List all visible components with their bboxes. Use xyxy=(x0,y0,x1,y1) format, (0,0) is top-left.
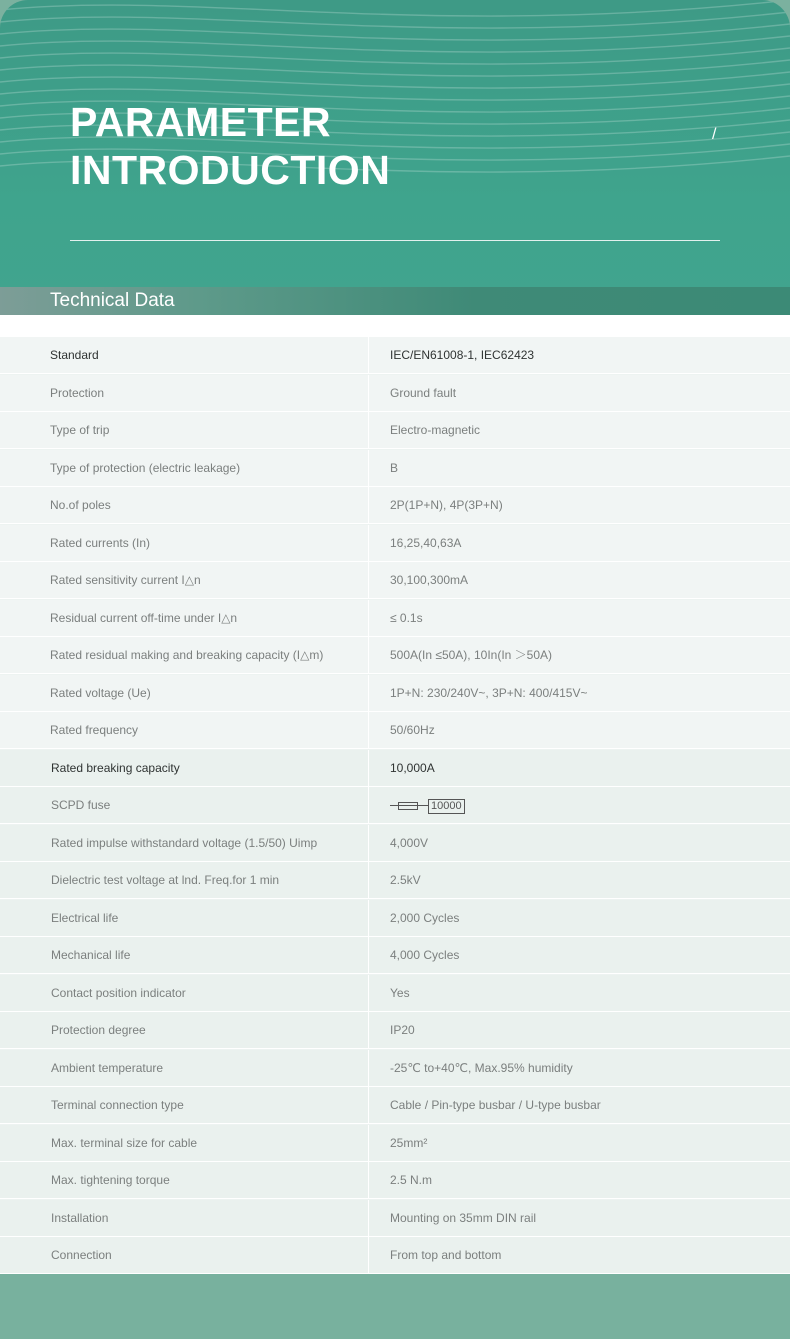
table-row xyxy=(0,787,790,824)
row-label: Type of protection (electric leakage) xyxy=(50,460,241,475)
row-label: Rated breaking capacity xyxy=(51,760,180,775)
column-divider xyxy=(368,1050,369,1087)
table-row xyxy=(0,1162,790,1199)
row-label: Contact position indicator xyxy=(51,985,186,1000)
table-row xyxy=(0,562,790,599)
row-value: Mounting on 35mm DIN rail xyxy=(390,1210,537,1225)
table-row xyxy=(0,862,790,899)
column-divider xyxy=(368,375,369,412)
fuse-body xyxy=(398,802,418,810)
row-value: 2,000 Cycles xyxy=(390,910,460,925)
column-divider xyxy=(368,975,369,1012)
row-value: 30,100,300mA xyxy=(390,573,469,587)
row-value: From top and bottom xyxy=(390,1248,502,1262)
table-row xyxy=(0,1050,790,1087)
column-divider xyxy=(368,825,369,862)
table-row xyxy=(0,487,790,524)
column-divider xyxy=(368,750,369,787)
row-value: Cable / Pin-type busbar / U-type busbar xyxy=(390,1098,601,1112)
row-value: 2P(1P+N), 4P(3P+N) xyxy=(390,498,503,512)
row-value: 50/60Hz xyxy=(390,723,435,737)
row-value: 10,000A xyxy=(390,760,435,775)
row-label: Type of trip xyxy=(50,423,110,437)
column-divider xyxy=(368,337,369,374)
column-divider xyxy=(368,525,369,562)
table-row xyxy=(0,900,790,937)
column-divider xyxy=(368,862,369,899)
table-row xyxy=(0,1125,790,1162)
table-row xyxy=(0,1237,790,1274)
column-divider xyxy=(368,562,369,599)
row-label: Residual current off-time under I△n xyxy=(50,610,238,625)
column-divider xyxy=(368,675,369,712)
row-value: 25mm² xyxy=(390,1135,428,1150)
table-row xyxy=(0,412,790,449)
row-label: Max. terminal size for cable xyxy=(51,1135,198,1150)
row-value: 4,000V xyxy=(390,835,429,850)
table-row xyxy=(0,825,790,862)
row-label: Terminal connection type xyxy=(51,1098,184,1112)
slash-mark: / xyxy=(712,126,717,143)
row-label: Protection xyxy=(50,385,105,400)
column-divider xyxy=(368,1087,369,1124)
column-divider xyxy=(368,787,369,824)
table-row xyxy=(0,975,790,1012)
table-row xyxy=(0,1087,790,1124)
fuse-rating: 10000 xyxy=(428,799,465,814)
row-value: 2.5kV xyxy=(390,873,421,887)
table-row xyxy=(0,375,790,412)
column-divider xyxy=(368,487,369,524)
title-divider xyxy=(70,240,720,241)
column-divider xyxy=(368,712,369,749)
table-row xyxy=(0,937,790,974)
row-label: Standard xyxy=(50,348,99,362)
row-value: -25℃ to+40℃, Max.95% humidity xyxy=(390,1060,573,1075)
row-label: Rated impulse withstandard voltage (1.5/50) Uimp xyxy=(51,835,318,850)
table-row xyxy=(0,637,790,674)
table-row xyxy=(0,450,790,487)
page-title-line1: PARAMETER xyxy=(70,99,332,145)
row-value: IEC/EN61008-1, IEC62423 xyxy=(390,348,535,362)
row-label: SCPD fuse xyxy=(51,798,111,812)
row-value: 1P+N: 230/240V~, 3P+N: 400/415V~ xyxy=(390,685,588,700)
spec-table xyxy=(0,337,790,1274)
row-label: Rated currents (In) xyxy=(50,535,151,550)
table-row xyxy=(0,675,790,712)
row-value: 4,000 Cycles xyxy=(390,948,460,962)
row-value: Electro-magnetic xyxy=(390,423,481,437)
row-value xyxy=(390,787,468,823)
spacer xyxy=(0,315,790,337)
row-value: Ground fault xyxy=(390,385,457,400)
column-divider xyxy=(368,600,369,637)
table-row xyxy=(0,1012,790,1049)
row-label: Max. tightening torque xyxy=(51,1173,170,1187)
row-value: 500A(In ≤50A), 10In(In ＞50A) xyxy=(390,648,553,662)
row-value: 2.5 N.m xyxy=(390,1173,433,1187)
row-label: Rated residual making and breaking capacity (I△m) xyxy=(50,648,324,662)
column-divider xyxy=(368,1012,369,1049)
table-row xyxy=(0,712,790,749)
row-label: Rated frequency xyxy=(50,723,139,737)
row-label: Electrical life xyxy=(51,910,119,925)
footer-band xyxy=(0,1274,790,1339)
column-divider xyxy=(368,937,369,974)
row-label: Rated voltage (Ue) xyxy=(50,685,151,700)
section-title: Technical Data xyxy=(50,290,175,311)
table-row xyxy=(0,337,790,374)
column-divider xyxy=(368,1237,369,1274)
column-divider xyxy=(368,450,369,487)
section-header-bar xyxy=(0,287,790,315)
row-value: Yes xyxy=(390,985,410,1000)
row-label: Connection xyxy=(51,1248,112,1262)
table-row xyxy=(0,1200,790,1237)
column-divider xyxy=(368,1125,369,1162)
table-row xyxy=(0,600,790,637)
table-row xyxy=(0,750,790,787)
row-label: Ambient temperature xyxy=(51,1060,164,1075)
fuse-icon xyxy=(390,799,468,813)
page-title-line2: INTRODUCTION xyxy=(70,147,391,193)
row-value: ≤ 0.1s xyxy=(390,610,423,625)
column-divider xyxy=(368,1200,369,1237)
row-label: No.of poles xyxy=(50,498,111,512)
row-label: Protection degree xyxy=(51,1023,146,1037)
row-label: Dielectric test voltage at lnd. Freq.for 1 min xyxy=(51,873,280,887)
column-divider xyxy=(368,637,369,674)
row-value: B xyxy=(390,460,399,475)
row-value: 16,25,40,63A xyxy=(390,535,462,550)
row-label: Mechanical life xyxy=(51,948,131,962)
row-label: Installation xyxy=(51,1210,109,1225)
page-title xyxy=(70,98,390,194)
column-divider xyxy=(368,1162,369,1199)
row-label: Rated sensitivity current I△n xyxy=(50,573,201,587)
column-divider xyxy=(368,900,369,937)
table-row xyxy=(0,525,790,562)
column-divider xyxy=(368,412,369,449)
row-value: IP20 xyxy=(390,1023,415,1037)
